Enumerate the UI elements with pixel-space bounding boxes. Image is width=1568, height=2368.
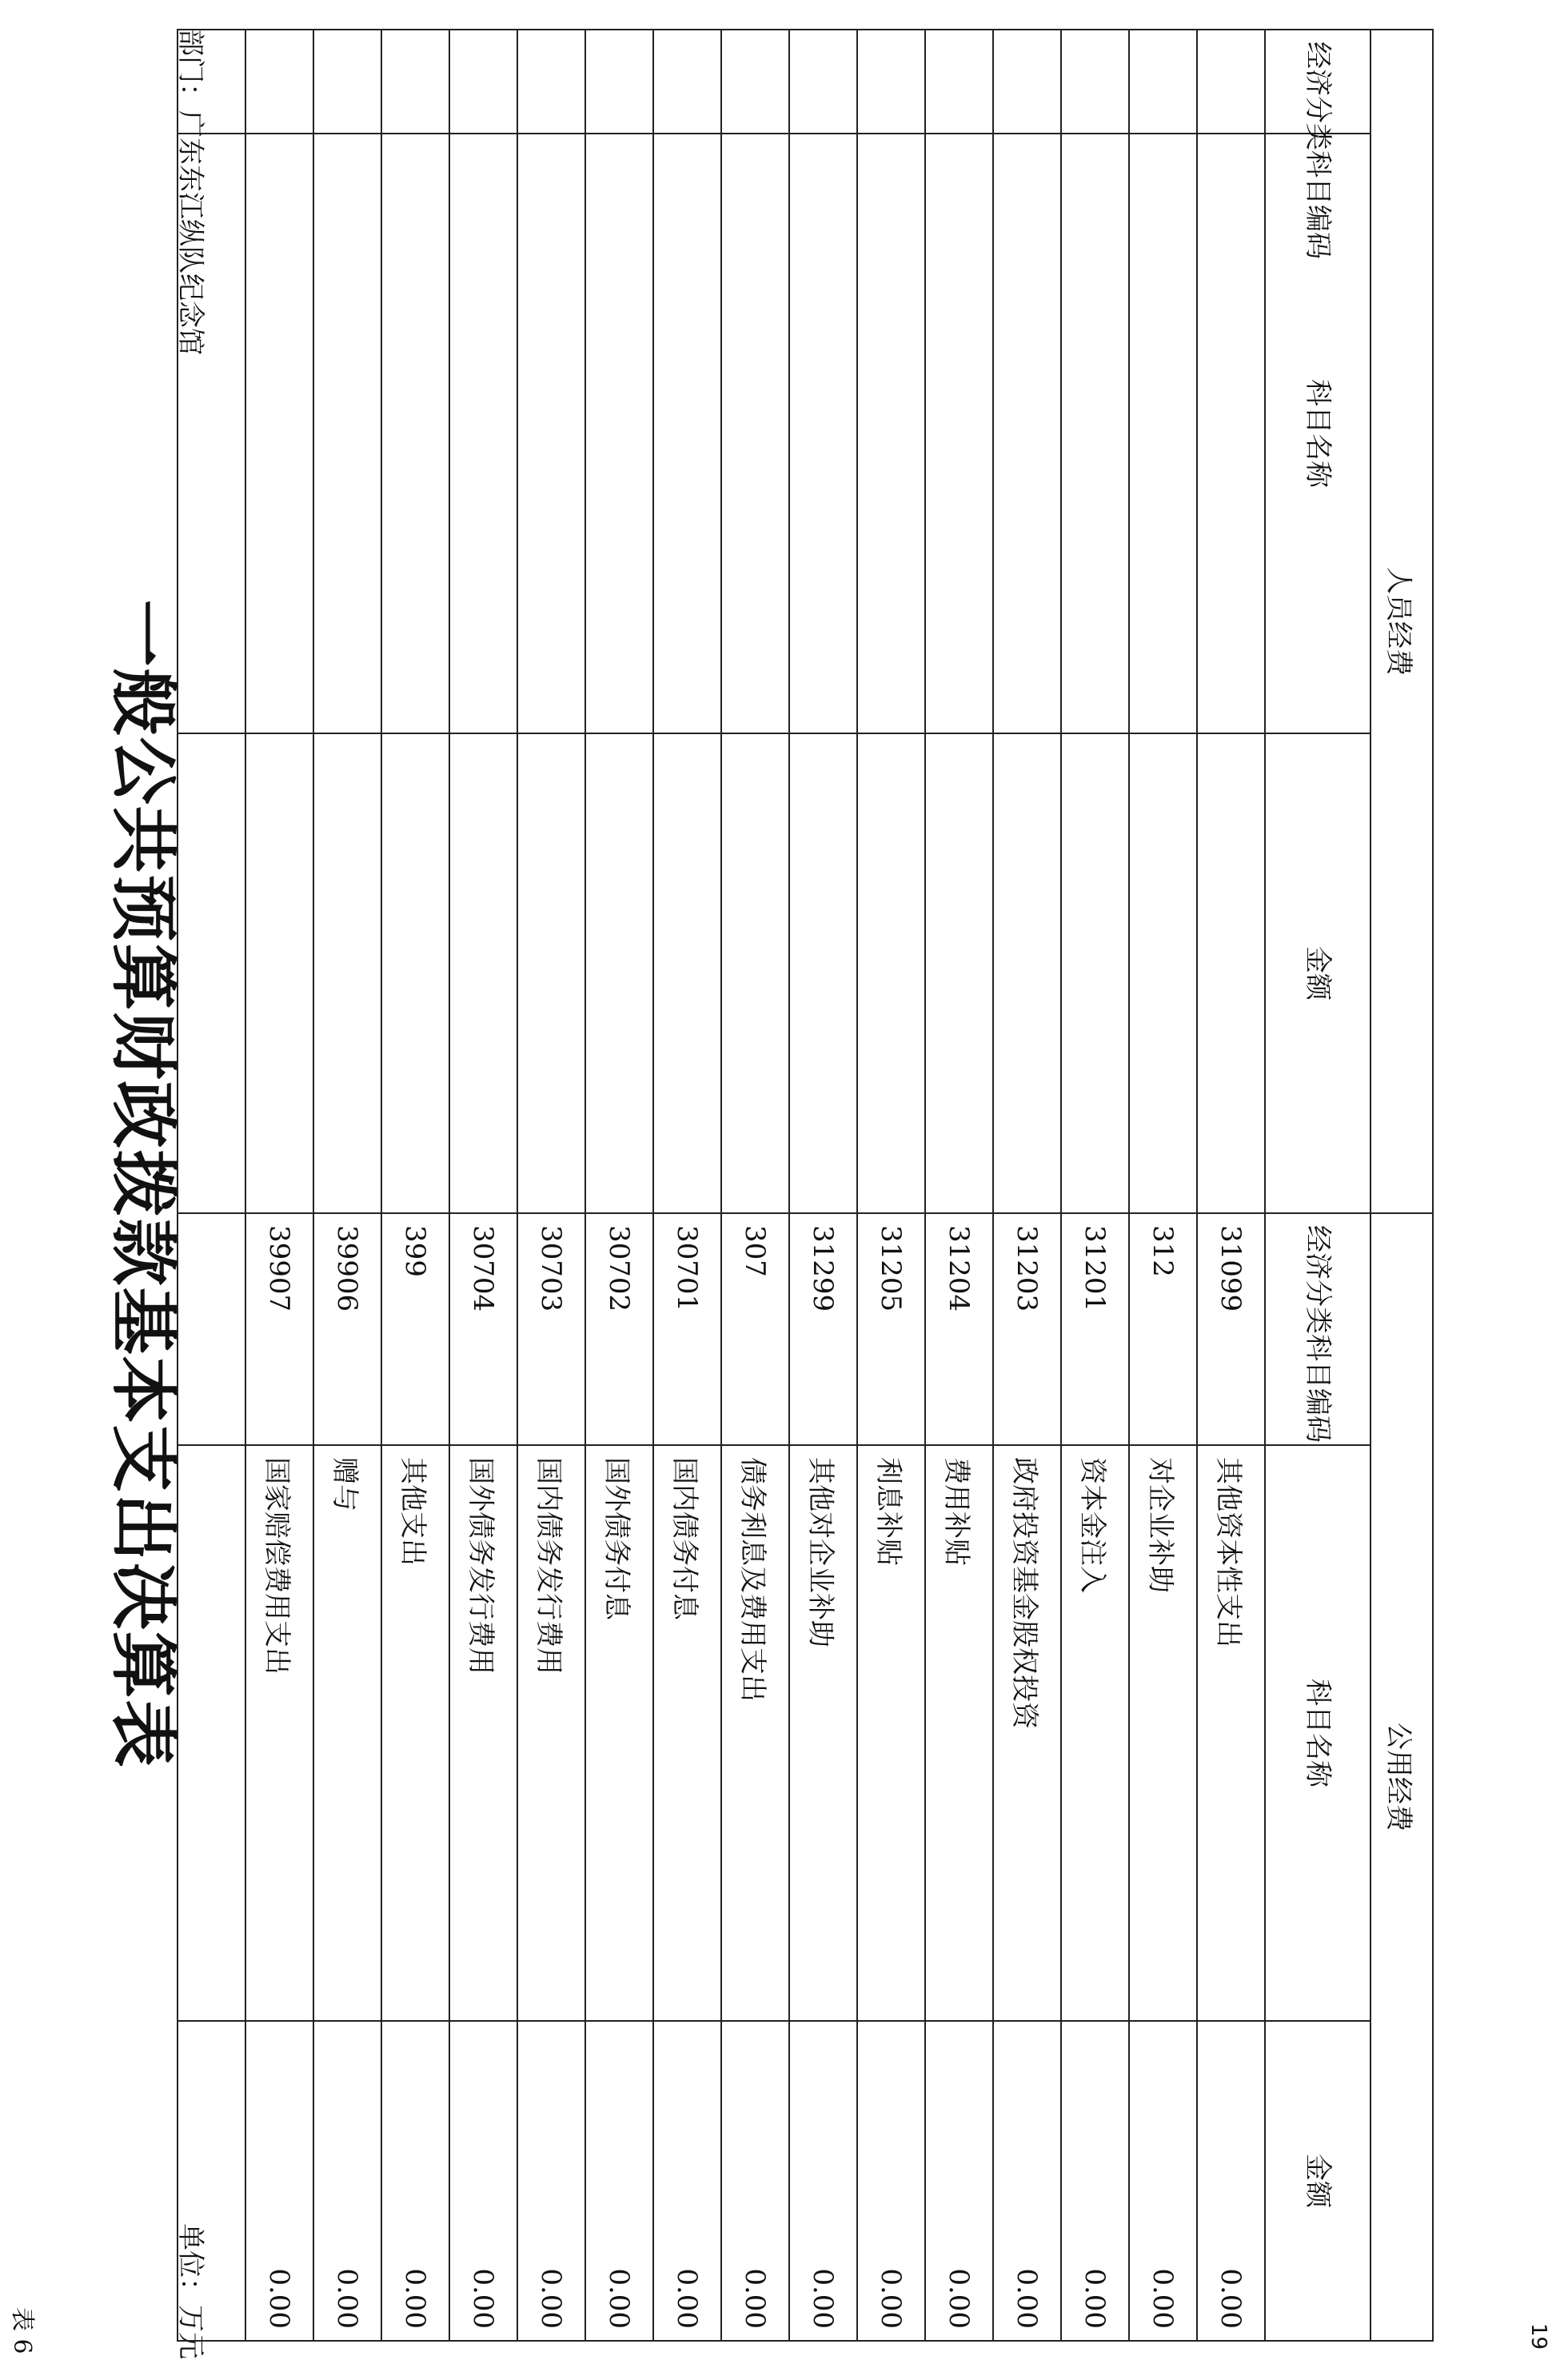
personnel-name-cell [517, 134, 585, 733]
personnel-code-cell [245, 30, 313, 134]
department-label: 部门： [174, 29, 206, 110]
public-name-cell: 赠与 [313, 1445, 381, 2021]
personnel-code-cell [653, 30, 721, 134]
personnel-name-cell [381, 134, 449, 733]
table-row [653, 30, 721, 2341]
public-code-cell: 312 [1129, 1213, 1197, 1445]
public-amount-cell [178, 2021, 245, 2341]
public-amount-cell: 0.00 [857, 2021, 925, 2341]
personnel-code-cell [789, 30, 857, 134]
public-amount-cell: 0.00 [313, 2021, 381, 2341]
personnel-amount-cell [653, 733, 721, 1213]
personnel-name-cell [857, 134, 925, 733]
personnel-amount-cell [585, 733, 653, 1213]
public-amount-cell: 0.00 [517, 2021, 585, 2341]
table-number: 表 6 [8, 2307, 36, 2354]
personnel-code-cell [178, 30, 245, 134]
public-amount-cell: 0.00 [1061, 2021, 1129, 2341]
public-name-cell: 其他支出 [381, 1445, 449, 2021]
personnel-amount-cell [789, 733, 857, 1213]
header-public-name: 科目名称 [1265, 1445, 1371, 2021]
public-name-cell: 其他对企业补助 [789, 1445, 857, 2021]
header-public-amount: 金额 [1265, 2021, 1371, 2341]
table-row [178, 30, 245, 2341]
unit-label: 单位： [174, 2223, 206, 2305]
personnel-name-cell [1061, 134, 1129, 733]
public-code-cell: 39906 [313, 1213, 381, 1445]
public-code-cell: 399 [381, 1213, 449, 1445]
personnel-name-cell [721, 134, 789, 733]
public-name-cell: 国外债务发行费用 [449, 1445, 517, 2021]
personnel-code-cell [857, 30, 925, 134]
department-name: 广东东江纵队纪念馆 [174, 110, 206, 355]
public-name-cell: 资本金注入 [1061, 1445, 1129, 2021]
public-amount-cell: 0.00 [585, 2021, 653, 2341]
table-row [789, 30, 857, 2341]
personnel-amount-cell [1129, 733, 1197, 1213]
public-header: 公用经费 [1371, 1213, 1433, 2341]
table-row [993, 30, 1061, 2341]
public-name-cell: 国家赔偿费用支出 [245, 1445, 313, 2021]
personnel-name-cell [789, 134, 857, 733]
public-name-cell: 国内债务付息 [653, 1445, 721, 2021]
personnel-code-cell [381, 30, 449, 134]
personnel-code-cell [313, 30, 381, 134]
public-amount-cell: 0.00 [245, 2021, 313, 2341]
personnel-name-cell [1129, 134, 1197, 733]
public-code-cell: 31205 [857, 1213, 925, 1445]
personnel-code-cell [1129, 30, 1197, 134]
personnel-code-cell [925, 30, 993, 134]
personnel-code-cell [1197, 30, 1265, 134]
header-personnel-amount: 金额 [1265, 733, 1371, 1213]
personnel-amount-cell [245, 733, 313, 1213]
expenditure-table [177, 29, 1434, 2342]
table-row [1061, 30, 1129, 2341]
header-public-code: 经济分类科目编码 [1265, 1213, 1371, 1445]
public-amount-cell: 0.00 [789, 2021, 857, 2341]
personnel-amount-cell [993, 733, 1061, 1213]
table-row [1197, 30, 1265, 2341]
unit-value: 万元 [174, 2305, 206, 2359]
public-name-cell: 国内债务发行费用 [517, 1445, 585, 2021]
personnel-amount-cell [925, 733, 993, 1213]
public-code-cell: 31203 [993, 1213, 1061, 1445]
table-row [449, 30, 517, 2341]
public-code-cell: 307 [721, 1213, 789, 1445]
public-amount-cell: 0.00 [653, 2021, 721, 2341]
public-name-cell: 国外债务付息 [585, 1445, 653, 2021]
personnel-code-cell [449, 30, 517, 134]
personnel-amount-cell [1197, 733, 1265, 1213]
public-amount-cell: 0.00 [721, 2021, 789, 2341]
table-row [857, 30, 925, 2341]
personnel-code-cell [1061, 30, 1129, 134]
public-amount-cell: 0.00 [1129, 2021, 1197, 2341]
personnel-amount-cell [381, 733, 449, 1213]
personnel-name-cell [993, 134, 1061, 733]
personnel-amount-cell [178, 733, 245, 1213]
page-title: 一般公共预算财政拨款基本支出决算表 [104, 599, 183, 1769]
public-amount-cell: 0.00 [925, 2021, 993, 2341]
table-row [585, 30, 653, 2341]
public-amount-cell: 0.00 [381, 2021, 449, 2341]
header-personnel-code: 经济分类科目编码 [1265, 30, 1371, 134]
public-code-cell: 30703 [517, 1213, 585, 1445]
public-code-cell: 39907 [245, 1213, 313, 1445]
personnel-name-cell [178, 134, 245, 733]
public-name-cell: 债务利息及费用支出 [721, 1445, 789, 2021]
personnel-amount-cell [721, 733, 789, 1213]
personnel-amount-cell [857, 733, 925, 1213]
personnel-header: 人员经费 [1371, 30, 1433, 1213]
public-code-cell: 31204 [925, 1213, 993, 1445]
personnel-name-cell [653, 134, 721, 733]
personnel-name-cell [1197, 134, 1265, 733]
public-amount-cell: 0.00 [1197, 2021, 1265, 2341]
public-amount-cell: 0.00 [449, 2021, 517, 2341]
table-row [1129, 30, 1197, 2341]
personnel-amount-cell [517, 733, 585, 1213]
table-row [721, 30, 789, 2341]
public-code-cell: 31201 [1061, 1213, 1129, 1445]
table-row [313, 30, 381, 2341]
table-row [245, 30, 313, 2341]
personnel-code-cell [721, 30, 789, 134]
personnel-code-cell [993, 30, 1061, 134]
personnel-amount-cell [1061, 733, 1129, 1213]
public-amount-cell: 0.00 [993, 2021, 1061, 2341]
public-name-cell: 费用补贴 [925, 1445, 993, 2021]
personnel-amount-cell [313, 733, 381, 1213]
header-row-columns [1265, 30, 1371, 2341]
personnel-name-cell [449, 134, 517, 733]
public-code-cell [178, 1213, 245, 1445]
public-name-cell: 利息补贴 [857, 1445, 925, 2021]
table-row [925, 30, 993, 2341]
personnel-code-cell [585, 30, 653, 134]
public-code-cell: 30704 [449, 1213, 517, 1445]
public-name-cell: 政府投资基金股权投资 [993, 1445, 1061, 2021]
public-code-cell: 31299 [789, 1213, 857, 1445]
page-number: 19 [1526, 2323, 1550, 2350]
public-code-cell: 31099 [1197, 1213, 1265, 1445]
personnel-code-cell [517, 30, 585, 134]
header-personnel-name: 科目名称 [1265, 134, 1371, 733]
table-row [517, 30, 585, 2341]
public-code-cell: 30702 [585, 1213, 653, 1445]
personnel-name-cell [585, 134, 653, 733]
public-name-cell: 其他资本性支出 [1197, 1445, 1265, 2021]
public-name-cell [178, 1445, 245, 2021]
public-name-cell: 对企业补助 [1129, 1445, 1197, 2021]
personnel-amount-cell [449, 733, 517, 1213]
personnel-name-cell [245, 134, 313, 733]
table-row [381, 30, 449, 2341]
public-code-cell: 30701 [653, 1213, 721, 1445]
personnel-name-cell [313, 134, 381, 733]
personnel-name-cell [925, 134, 993, 733]
header-row-groups [1371, 30, 1433, 2341]
